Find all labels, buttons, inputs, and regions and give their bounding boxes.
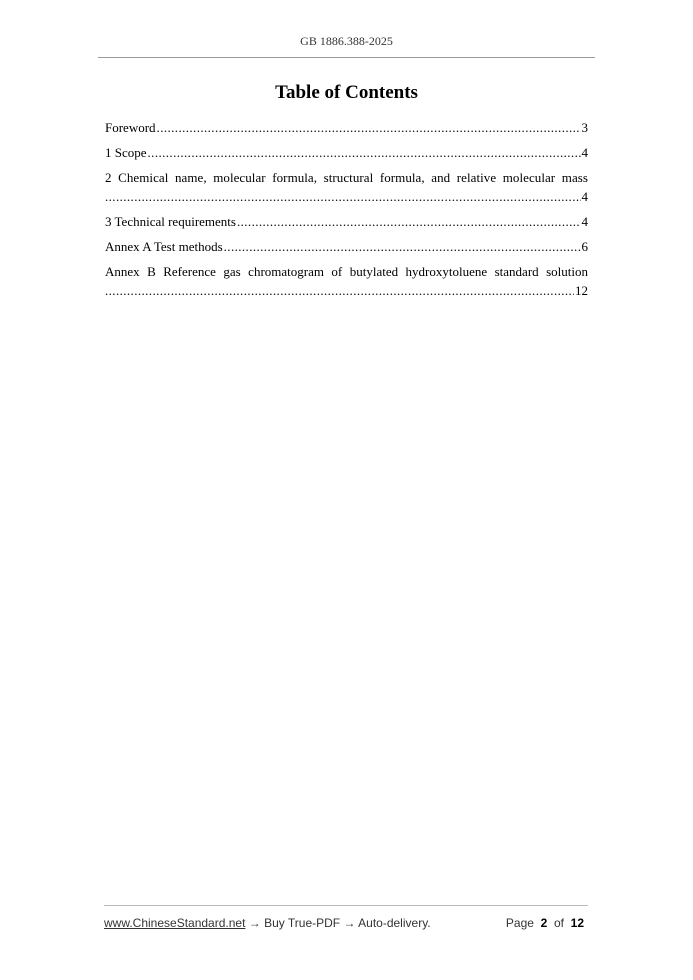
toc-entry-label: Annex B Reference gas chromatogram of butylated hydroxytoluene standard solution <box>105 264 588 279</box>
toc-entry-page: 12 <box>575 283 588 298</box>
toc-entry-label: 3 Technical requirements <box>105 214 236 229</box>
running-header: GB 1886.388-2025 <box>300 34 393 48</box>
dot-leader <box>224 237 581 256</box>
page-indicator <box>506 916 584 930</box>
arrow-right-icon: → <box>343 916 356 930</box>
toc-entry-technical-requirements[interactable] <box>105 212 588 231</box>
website-link[interactable]: www.ChineseStandard.net <box>104 916 246 930</box>
toc-entry-scope[interactable] <box>105 143 588 162</box>
table-of-contents <box>105 118 588 306</box>
toc-entry-chemical-name[interactable] <box>105 168 588 206</box>
toc-entry-annex-a[interactable] <box>105 237 588 256</box>
toc-entry-page: 4 <box>581 214 588 229</box>
dot-leader <box>148 143 581 162</box>
dot-leader <box>105 281 574 300</box>
toc-entry-annex-b[interactable] <box>105 262 588 300</box>
of-word: of <box>553 916 564 930</box>
arrow-right-icon: → <box>248 916 261 930</box>
footer-promo <box>104 916 431 930</box>
total-pages-number: 12 <box>570 916 584 930</box>
dot-leader <box>157 118 581 137</box>
toc-entry-label: Annex A Test methods <box>105 239 223 254</box>
page-word: Page <box>505 916 534 930</box>
toc-entry-page: 4 <box>581 189 588 204</box>
dot-leader <box>105 187 581 206</box>
toc-entry-page: 3 <box>581 120 588 135</box>
toc-entry-foreword[interactable] <box>105 118 588 137</box>
header-divider <box>98 57 595 58</box>
footer-divider <box>104 905 588 906</box>
current-page-number: 2 <box>540 916 548 930</box>
buy-pdf-text: Buy True-PDF <box>264 916 341 930</box>
toc-entry-label: Foreword <box>105 120 156 135</box>
toc-entry-page: 6 <box>581 239 588 254</box>
page-footer <box>104 916 584 930</box>
dot-leader <box>237 212 581 231</box>
toc-entry-page: 4 <box>581 145 588 160</box>
toc-title: Table of Contents <box>275 82 418 103</box>
auto-delivery-text: Auto-delivery. <box>358 916 431 930</box>
toc-entry-label: 1 Scope <box>105 145 147 160</box>
toc-entry-label: 2 Chemical name, molecular formula, structural formula, and relative molecular mass <box>105 170 588 185</box>
